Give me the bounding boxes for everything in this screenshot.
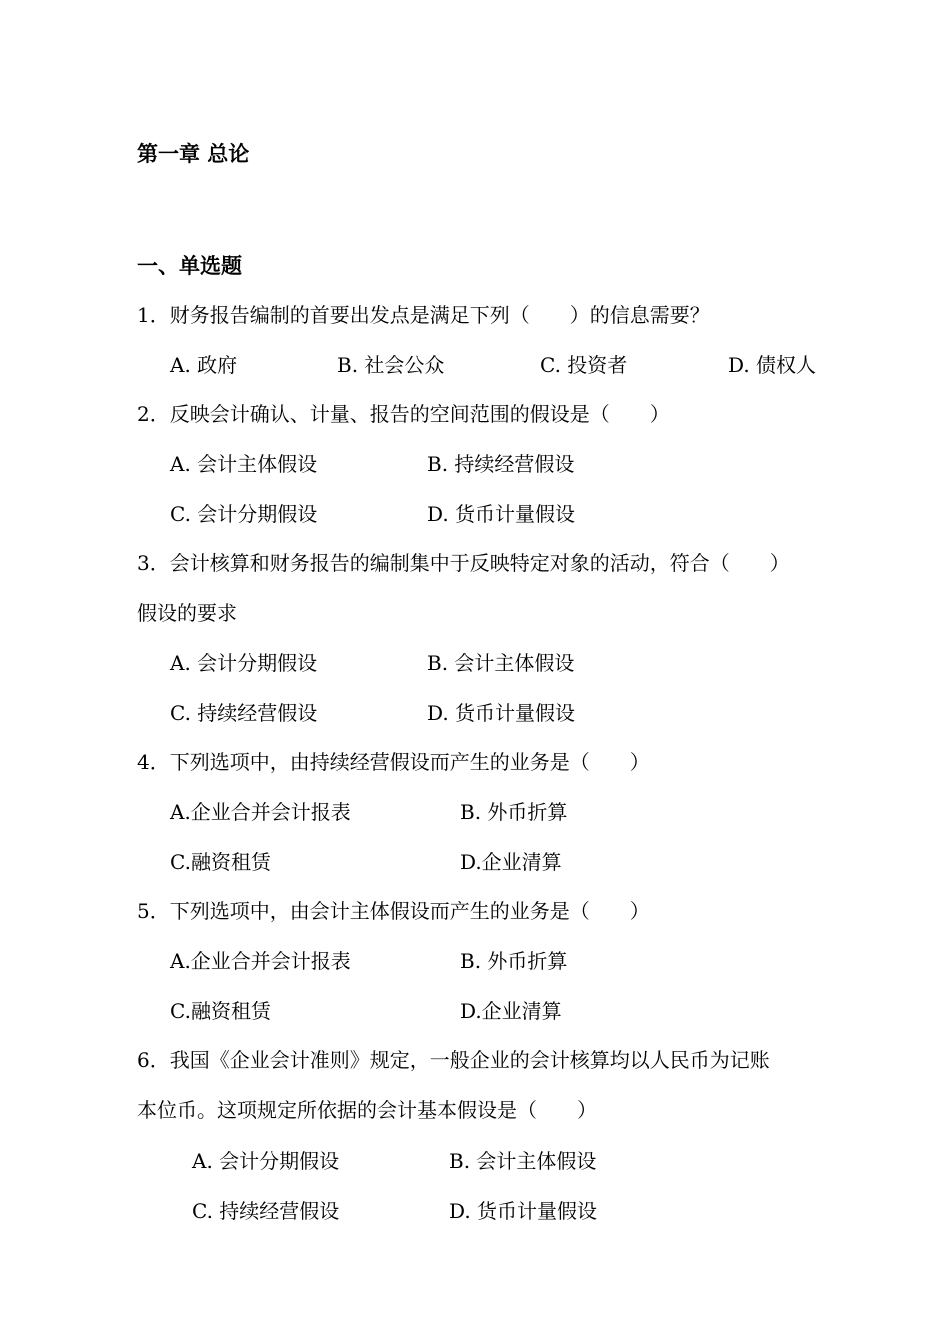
question-6-option-b: B. 会计主体假设 xyxy=(449,1149,597,1173)
question-5-option-a: A.企业合并会计报表 xyxy=(170,949,351,973)
question-6-stem-line-1: 6．我国《企业会计准则》规定，一般企业的会计核算均以人民币为记账 xyxy=(137,1048,770,1072)
question-3-option-a: A. 会计分期假设 xyxy=(170,651,318,675)
question-6-option-d: D. 货币计量假设 xyxy=(449,1199,598,1223)
question-3-option-c: C. 持续经营假设 xyxy=(170,701,318,725)
question-1-option-c: C. 投资者 xyxy=(540,353,628,377)
question-1-option-a: A. 政府 xyxy=(170,353,238,377)
question-3-option-b: B. 会计主体假设 xyxy=(427,651,575,675)
question-4-option-a: A.企业合并会计报表 xyxy=(170,800,351,824)
question-6-option-a: A. 会计分期假设 xyxy=(192,1149,340,1173)
question-2-option-d: D. 货币计量假设 xyxy=(427,502,576,526)
question-6-option-c: C. 持续经营假设 xyxy=(192,1199,340,1223)
question-1-option-b: B. 社会公众 xyxy=(337,353,445,377)
question-2-option-b: B. 持续经营假设 xyxy=(427,452,575,476)
question-1-stem: 1．财务报告编制的首要出发点是满足下列（ ）的信息需要？ xyxy=(137,303,710,327)
question-4-stem: 4．下列选项中，由持续经营假设而产生的业务是（ ） xyxy=(137,750,650,774)
question-6-stem-line-2: 本位币。这项规定所依据的会计基本假设是（ ） xyxy=(137,1098,597,1122)
question-3-option-d: D. 货币计量假设 xyxy=(427,701,576,725)
question-3-stem-line-1: 3．会计核算和财务报告的编制集中于反映特定对象的活动，符合（ ） xyxy=(137,551,790,575)
question-4-option-d: D.企业清算 xyxy=(460,850,562,874)
question-4-option-b: B. 外币折算 xyxy=(460,800,568,824)
question-4-option-c: C.融资租赁 xyxy=(170,850,271,874)
question-5-option-d: D.企业清算 xyxy=(460,999,562,1023)
question-5-stem: 5．下列选项中，由会计主体假设而产生的业务是（ ） xyxy=(137,899,650,923)
question-5-option-b: B. 外币折算 xyxy=(460,949,568,973)
question-3-stem-line-2: 假设的要求 xyxy=(137,601,237,625)
chapter-title: 第一章 总论 xyxy=(137,142,250,166)
question-5-option-c: C.融资租赁 xyxy=(170,999,271,1023)
question-2-option-a: A. 会计主体假设 xyxy=(170,452,318,476)
question-1-option-d: D. 债权人 xyxy=(728,353,817,377)
question-2-option-c: C. 会计分期假设 xyxy=(170,502,318,526)
question-2-stem: 2．反映会计确认、计量、报告的空间范围的假设是（ ） xyxy=(137,402,670,426)
section-title: 一、单选题 xyxy=(137,254,242,278)
